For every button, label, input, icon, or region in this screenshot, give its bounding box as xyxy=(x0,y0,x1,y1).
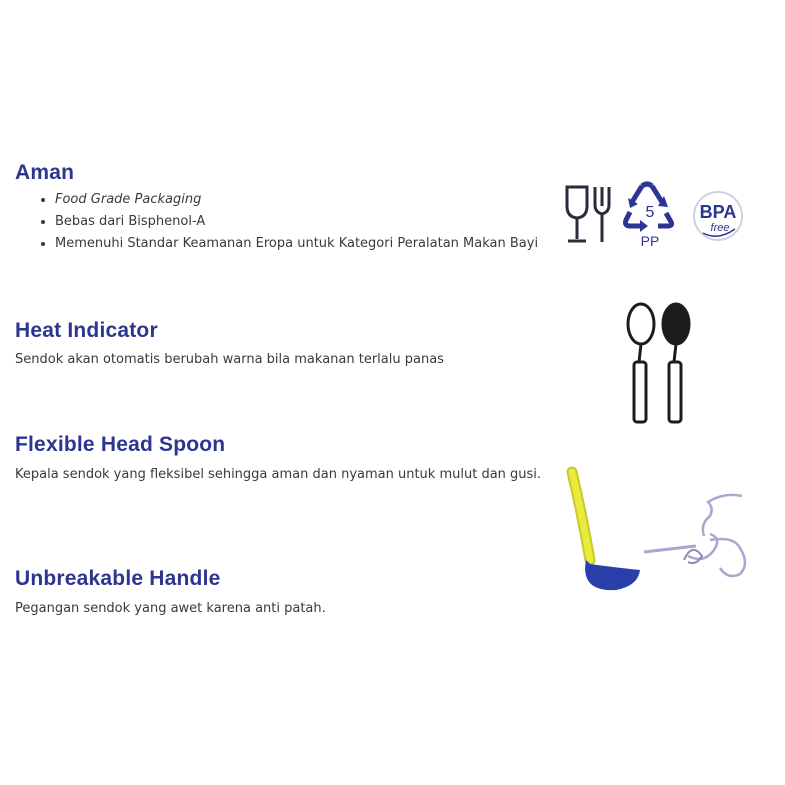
section-title: Heat Indicator xyxy=(15,319,158,342)
bpa-free-icon xyxy=(691,189,745,243)
section-title: Aman xyxy=(15,161,75,184)
section-description: Kepala sendok yang fleksibel sehingga aman dan nyaman untuk mulut dan gusi. xyxy=(15,467,542,482)
recycle-pp-5-icon xyxy=(622,180,678,250)
section-title: Unbreakable Handle xyxy=(15,567,221,590)
section-aman xyxy=(15,161,538,257)
section-description: Pegangan sendok yang awet karena anti patah. xyxy=(15,601,326,616)
bpa-text: BPA xyxy=(699,202,737,222)
section-title: Flexible Head Spoon xyxy=(15,433,226,456)
section-heat-indicator xyxy=(15,319,444,367)
flexible-spoon-illustration xyxy=(564,464,754,594)
heat-indicator-spoons-icon xyxy=(622,302,694,426)
glass-fork-icon xyxy=(564,184,614,246)
section-description: Sendok akan otomatis berubah warna bila makanan terlalu panas xyxy=(15,352,444,367)
section-unbreakable-handle xyxy=(15,567,326,616)
list-item: • Food Grade Packaging xyxy=(55,191,538,209)
list-item: • Bebas dari Bisphenol-A xyxy=(55,213,538,231)
list-item: • Memenuhi Standar Keamanan Eropa untuk Kategori Peralatan Makan Bayi xyxy=(55,235,538,253)
recycle-number: 5 xyxy=(645,204,655,221)
free-text: free xyxy=(710,222,730,234)
feature-list xyxy=(15,191,538,253)
section-flexible-head-spoon xyxy=(15,433,541,482)
recycle-label: PP xyxy=(640,233,660,249)
